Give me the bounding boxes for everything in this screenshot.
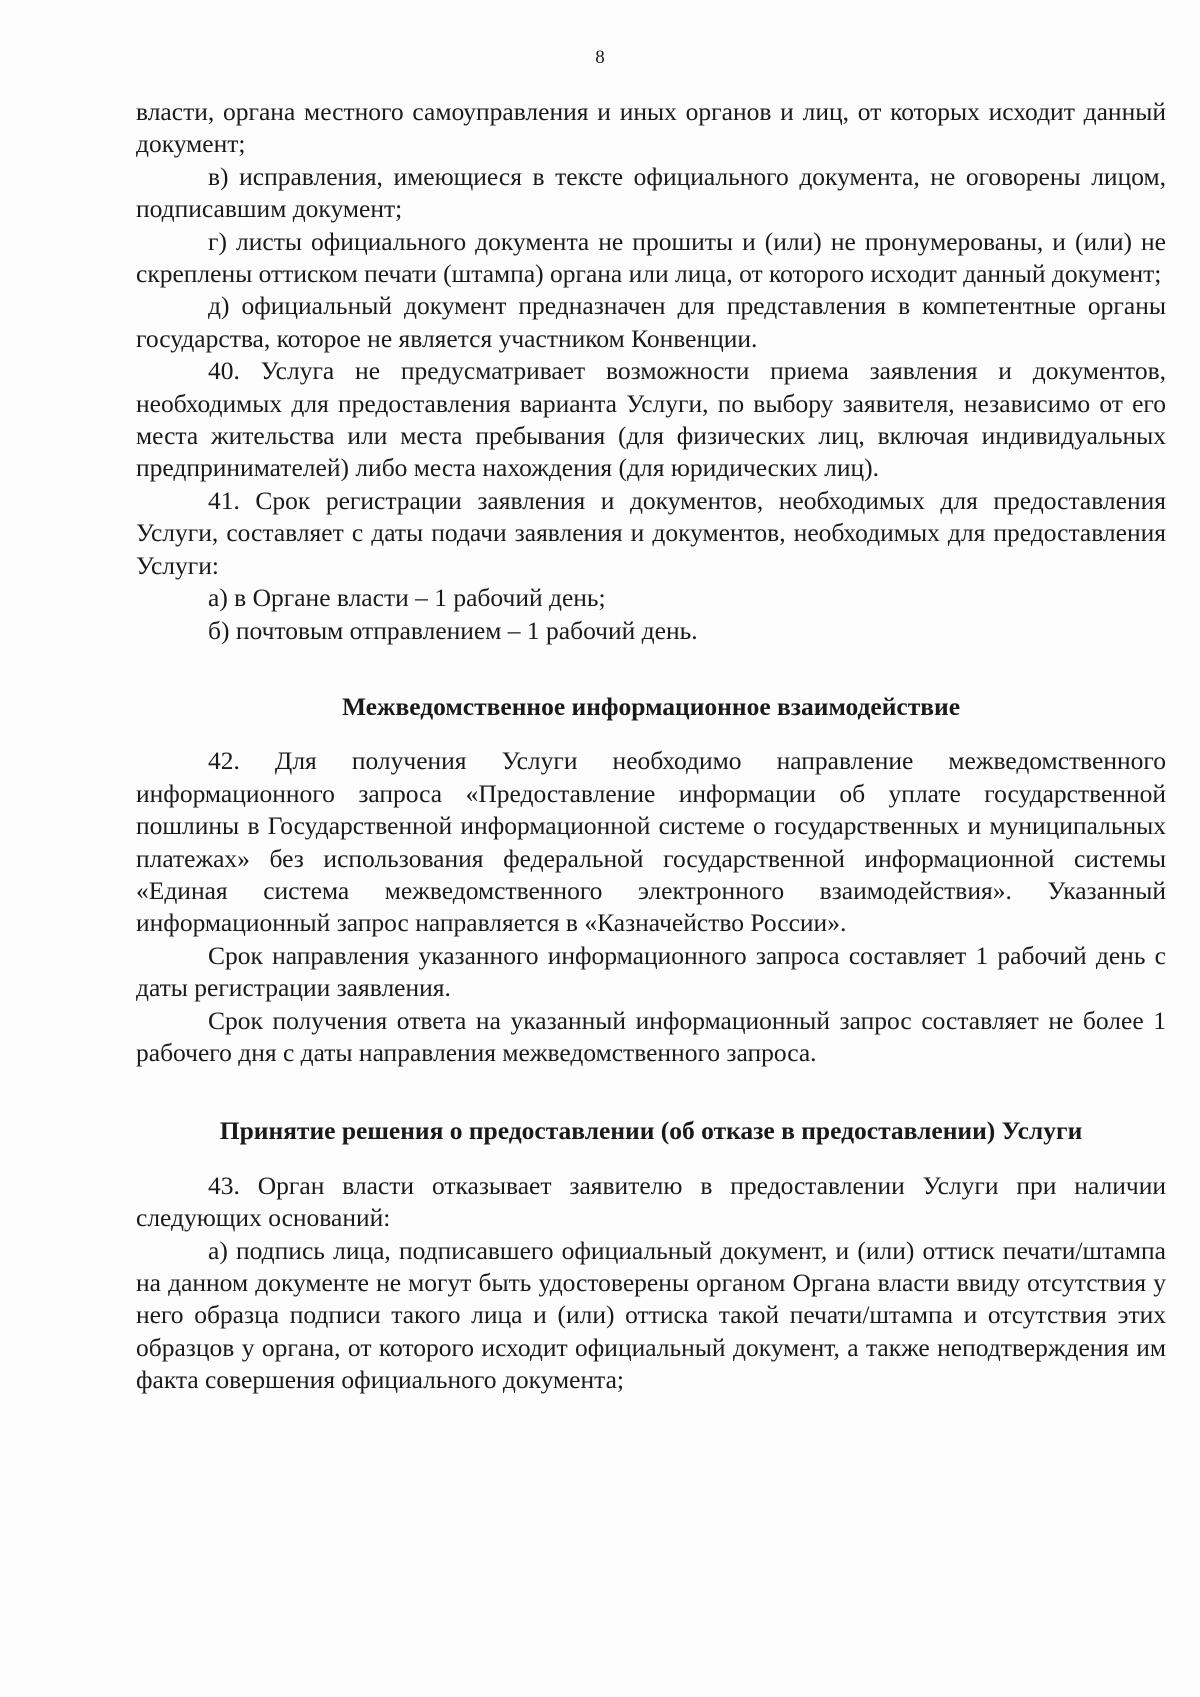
list-item-d: д) официальный документ предназначен для представления в компетентные органы государства, которое не является участником Конвенции. [136,291,1166,353]
list-item-43a: а) подпись лица, подписавшего официальный документ, и (или) оттиск печати/штампа на данном документе не могут быть удостоверены органом Органа власти ввиду отсутствия у него образца подписи такого лица и (или) оттиска такой печати/штампа и отсутствия этих образцов у органа, от которого исходит официальный документ, а также неподтверждения им факта совершения официального документа; [136,1235,1166,1395]
paragraph-42-term-receive: Срок получения ответа на указанный информационный запрос составляет не более 1 рабочего дня с даты направления межведомственного запроса. [136,1005,1166,1067]
paragraph-41: 41. Срок регистрации заявления и документов, необходимых для предоставления Услуги, составляет с даты подачи заявления и документов, необходимых для предоставления Услуги: [136,485,1166,580]
paragraph-43: 43. Орган власти отказывает заявителю в предоставлении Услуги при наличии следующих оснований: [136,1170,1166,1233]
document-body [136,96,1166,1397]
paragraph-40: 40. Услуга не предусматривает возможности приема заявления и документов, необходимых для предоставления варианта Услуги, по выбору заявителя, независимо от его места жительства или места пребывания (для физических лиц, включая индивидуальных предпринимателей) либо места нахождения (для юридических лиц). [136,356,1166,483]
paragraph-continuation: власти, органа местного самоуправления и иных органов и лиц, от которых исходит данный документ; [136,97,1166,159]
section-heading-decision: Принятие решения о предоставлении (об отказе в предоставлении) Услуги [219,1116,1083,1146]
paragraph-42: 42. Для получения Услуги необходимо направление межведомственного информационного запроса «Предоставление информации об уплате государственной пошлины в Государственной информационной системе о государственных и муниципальных платежах» без использования федеральной государственной информационной системы «Единая система межведомственного электронного взаимодействия». Указанный информационный запрос направляется в «Казначейство России». [136,746,1166,938]
list-item-g: г) листы официального документа не прошиты и (или) не пронумерованы, и (или) не скреплены оттиском печати (штампа) органа или лица, от которого исходит данный документ; [136,226,1166,289]
list-item-v: в) исправления, имеющиеся в тексте официального документа, не оговорены лицом, подписавшим документ; [136,161,1166,224]
list-item-41b: б) почтовым отправлением – 1 рабочий день. [208,615,698,645]
section-heading-interagency: Межведомственное информационное взаимодействие [341,691,961,721]
page-number: 8 [595,47,605,68]
paragraph-42-term-send: Срок направления указанного информационного запроса составляет 1 рабочий день с даты регистрации заявления. [136,940,1166,1003]
list-item-41a: а) в Органе власти – 1 рабочий день; [208,583,606,613]
